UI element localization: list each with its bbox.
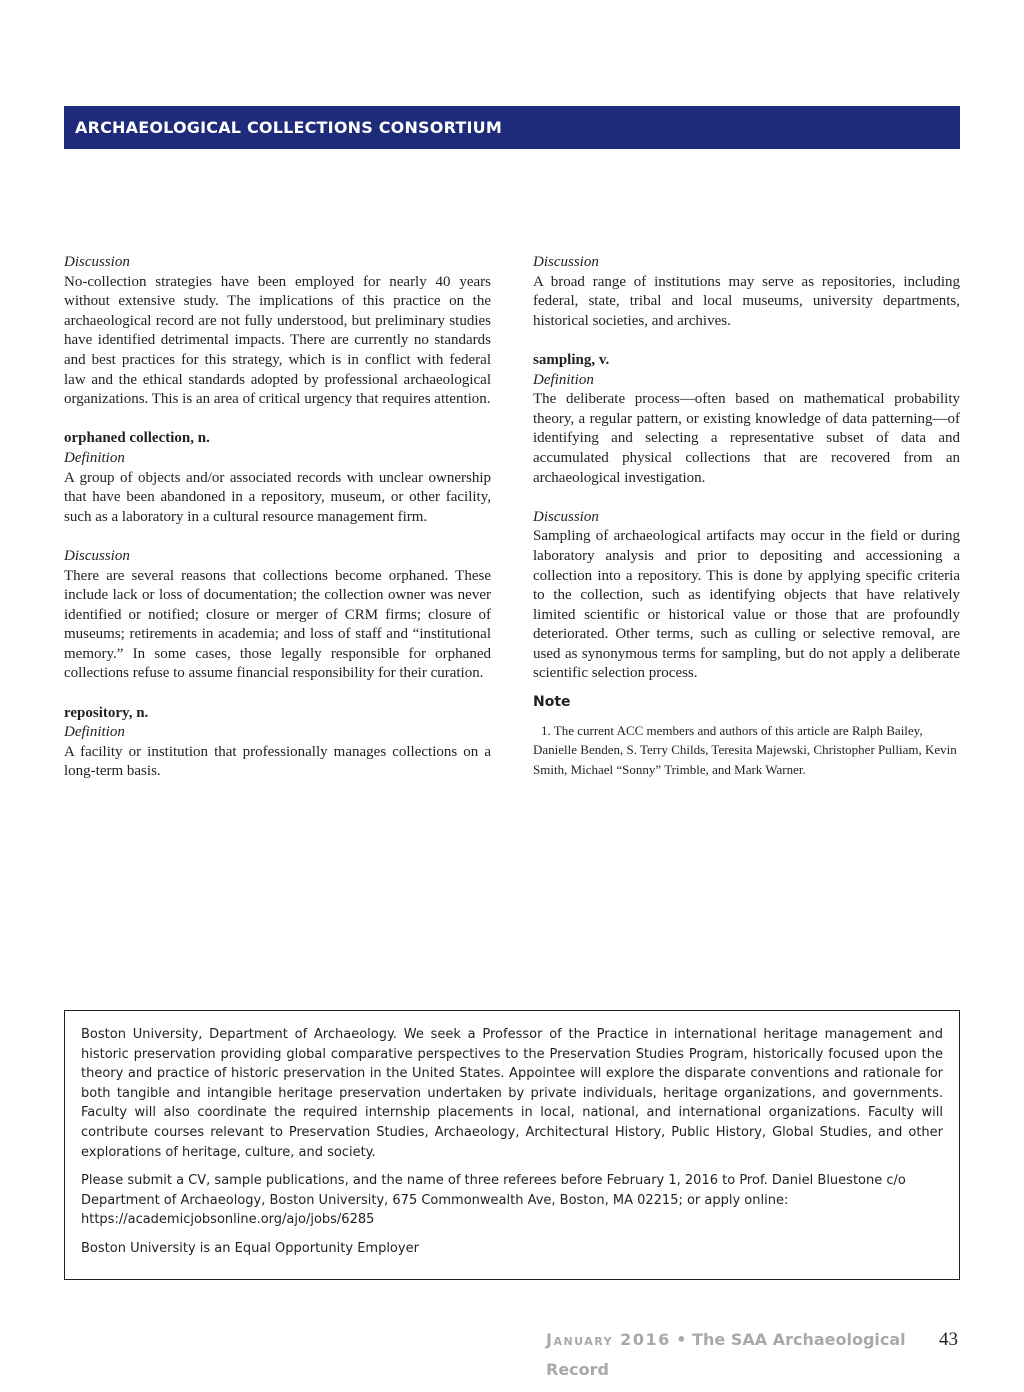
page-number: 43 — [939, 1329, 958, 1350]
note-heading: Note — [533, 694, 571, 711]
footer-month: January 2016 — [546, 1330, 671, 1349]
note-text: 1. The current ACC members and authors of this article are Ralph Bailey, Danielle Benden, S. Terry Childs, Teresita Majewski, Christopher Pulliam, Kevin Smith, Michael “Sonny” Trimble, and Mark Warner. — [533, 722, 957, 777]
term-repository: repository, n. — [64, 704, 149, 721]
ad-paragraph-application — [81, 1171, 943, 1230]
discussion-text: Sampling of archaeological artifacts may occur in the field or during laboratory analysis and prior to depositing and accessioning a collection into a repository. This is done by applying specific criteria to the collection, such as identifying objects that have relatively limited scientific or historical value or those that are profoundly deteriorated. Other terms, such as culling or selective removal, are used as synonymous terms for sampling, but do not apply a deliberate scientific selection process. — [533, 528, 960, 682]
discussion-label: Discussion — [64, 547, 130, 564]
ad-paragraph-eoe: Boston University is an Equal Opportunity Employer — [81, 1240, 419, 1256]
definition-label: Definition — [533, 371, 594, 388]
right-column — [533, 253, 960, 779]
discussion-label: Discussion — [533, 508, 599, 525]
term-orphaned-collection: orphaned collection, n. — [64, 430, 210, 447]
discussion-text: No-collection strategies have been employed for nearly 40 years without extensive study. The implications of this practice on the archaeological record are not fully understood, but preliminary studies have identified detrimental impacts. There are currently no standards and best practices for this strategy, which is in conflict with federal law and the ethical standards adopted by professional archaeological organizations. This is an area of critical urgency that requires attention. — [64, 273, 491, 408]
banner-title: ARCHAEOLOGICAL COLLECTIONS CONSORTIUM — [75, 118, 502, 137]
discussion-label: Discussion — [533, 254, 599, 270]
discussion-text: A broad range of institutions may serve as repositories, including federal, state, tribal and local museums, university departments, historical societies, and archives. — [533, 273, 960, 329]
left-column — [64, 253, 491, 782]
ad-application-link[interactable]: https://academicjobsonline.org/ajo/jobs/6285 — [81, 1212, 375, 1228]
section-banner — [64, 106, 960, 149]
footer-separator: • — [670, 1330, 693, 1349]
discussion-label: Discussion — [64, 254, 130, 270]
definition-label: Definition — [64, 724, 125, 741]
definition-text: The deliberate process—often based on mathematical probability theory, a regular pattern, or existing knowledge of data patterning—of identifying and selecting a representative subset of data and accumulated physical collections that are recovered from an archaeological investigation. — [533, 391, 960, 486]
page-footer — [546, 1325, 960, 1379]
ad-paragraph-description: Boston University, Department of Archaeology. We seek a Professor of the Practice in international heritage management and historic preservation providing global comparative perspectives to the Preservation Studies Program, historically focused upon the theory and practice of historic preservation in the United States. Appointee will explore the disparate conventions and rationale for both tangible and intangible heritage preservation undertaken by private individuals, heritage organizations, and governments. Faculty will also coordinate the required internship placements in local, national, and international organizations. Faculty will contribute courses relevant to Preservation Studies, Archaeology, Architectural History, Public History, Global Studies, and other explorations of heritage, culture, and society. — [81, 1027, 943, 1160]
footer-publication: The SAA Archaeological Record — [546, 1330, 906, 1379]
job-advertisement — [64, 1010, 960, 1280]
ad-application-text: Please submit a CV, sample publications, and the name of three referees before February 1, 2016 to Prof. Daniel Bluestone c/o Department of Archaeology, Boston University, 675 Commonwealth Ave, Boston, MA 02215; or apply online: — [81, 1173, 906, 1208]
discussion-text: There are several reasons that collections become orphaned. These include lack or loss of documentation; the collection owner was never identified or notified; closure or merger of CRM firms; closure of museums; retirements in academia; and loss of staff and “institutional memory.” In some cases, those legally responsible for orphaned collections refuse to assume financial responsibility for their curation. — [64, 567, 491, 682]
definition-text: A facility or institution that professionally manages collections on a long-term basis. — [64, 743, 491, 780]
definition-label: Definition — [64, 449, 125, 466]
definition-text: A group of objects and/or associated records with unclear ownership that have been abandoned in a repository, museum, or other facility, such as a laboratory in a cultural resource management firm. — [64, 469, 491, 525]
term-sampling: sampling, v. — [533, 351, 610, 368]
